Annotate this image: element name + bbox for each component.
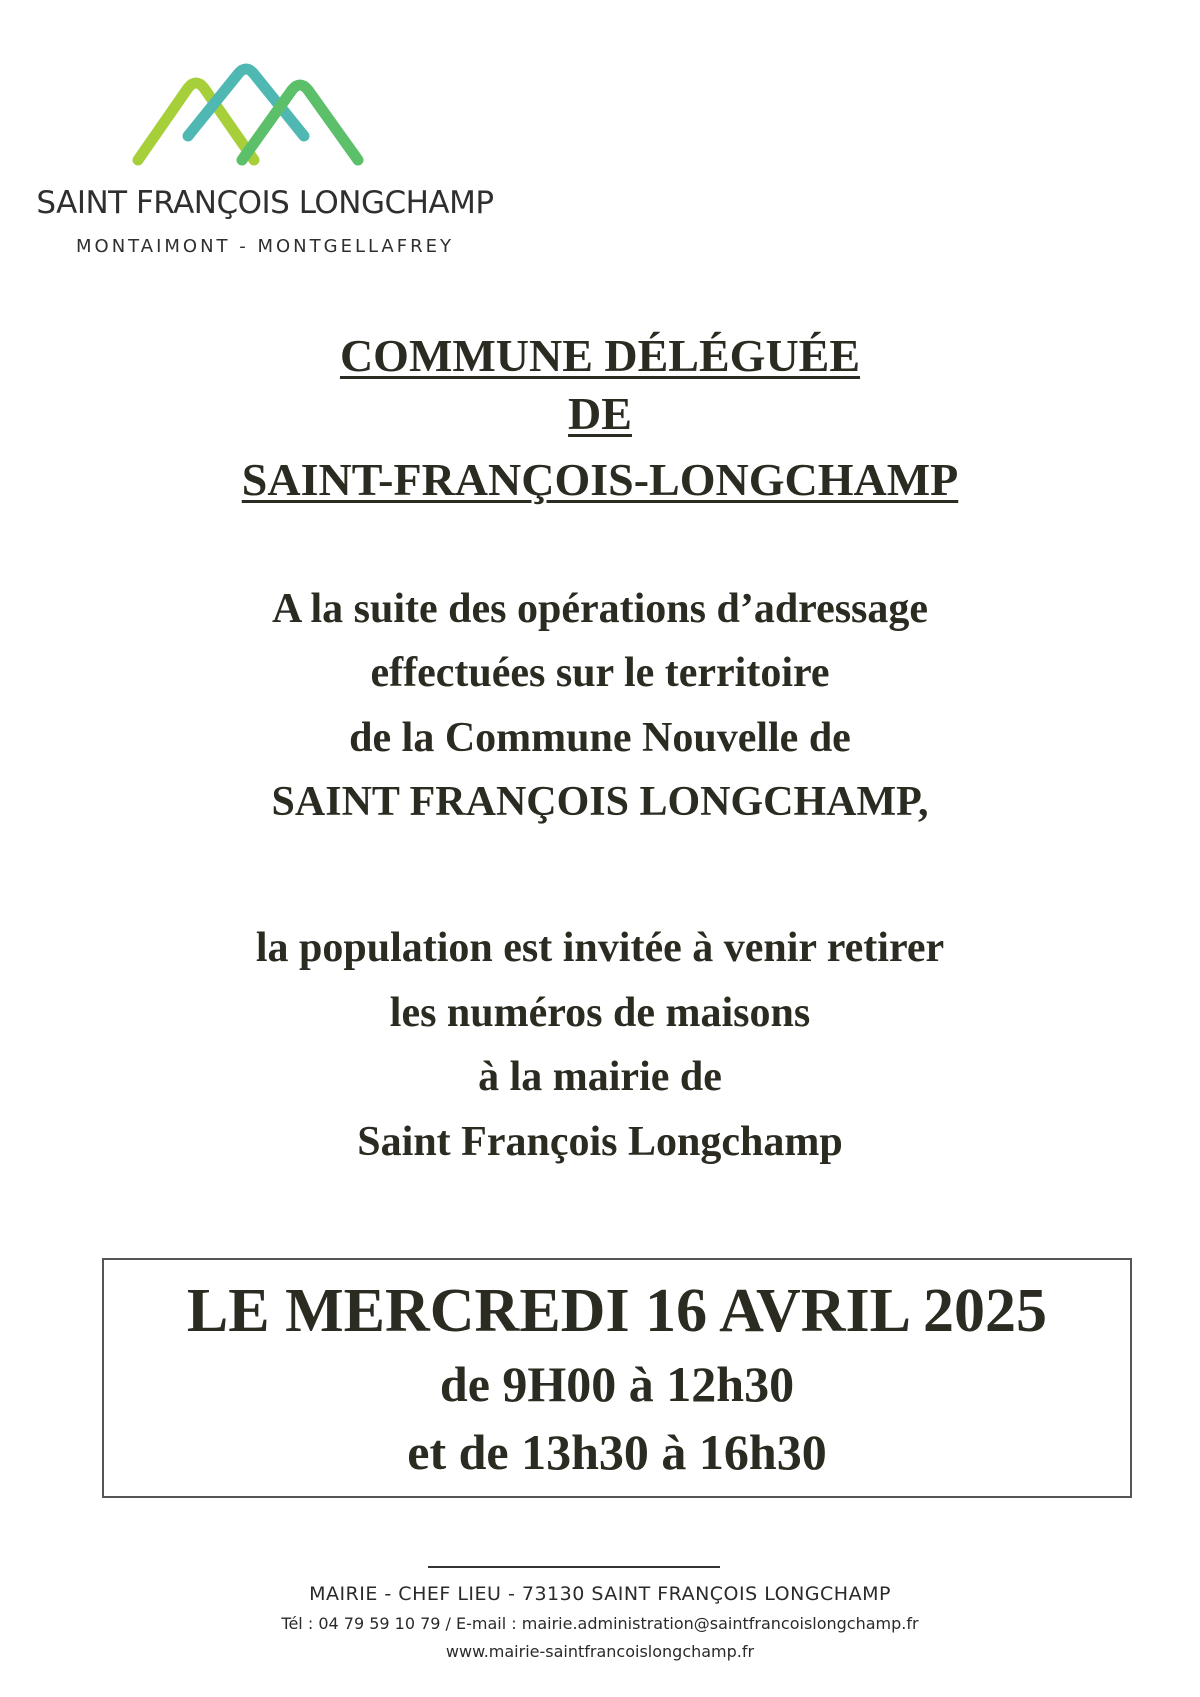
schedule-box [102,1258,1132,1498]
paragraph1-line-4: SAINT FRANÇOIS LONGCHAMP, [271,779,929,825]
logo-subtitle: MONTAIMONT - MONTGELLAFREY [76,236,454,257]
mountain-logo-icon [130,60,390,170]
paragraph1-line-3: de la Commune Nouvelle de [349,715,851,761]
schedule-morning: de 9H00 à 12h30 [439,1356,795,1412]
title-line-2: DE [568,388,632,439]
footer-divider [428,1566,720,1568]
title-line-3: SAINT-FRANÇOIS-LONGCHAMP [241,454,959,505]
footer-contact: Tél : 04 79 59 10 79 / E-mail : mairie.administration@saintfrancoislongchamp.fr [281,1614,919,1633]
logo-name: SAINT FRANÇOIS LONGCHAMP [36,185,494,221]
paragraph2-line-4: Saint François Longchamp [357,1119,843,1165]
paragraph2-line-2: les numéros de maisons [389,990,811,1036]
paragraph2-line-1: la population est invitée à venir retirer [255,925,945,971]
paragraph1-line-2: effectuées sur le territoire [370,650,830,696]
paragraph2-line-3: à la mairie de [478,1054,722,1100]
footer-website: www.mairie-saintfrancoislongchamp.fr [445,1642,755,1661]
title-line-1: COMMUNE DÉLÉGUÉE [339,330,861,381]
schedule-afternoon: et de 13h30 à 16h30 [407,1424,827,1480]
paragraph1-line-1: A la suite des opérations d’adressage [271,586,929,632]
footer-address: MAIRIE - CHEF LIEU - 73130 SAINT FRANÇOIS LONGCHAMP [309,1583,891,1605]
schedule-date: LE MERCREDI 16 AVRIL 2025 [186,1277,1048,1345]
